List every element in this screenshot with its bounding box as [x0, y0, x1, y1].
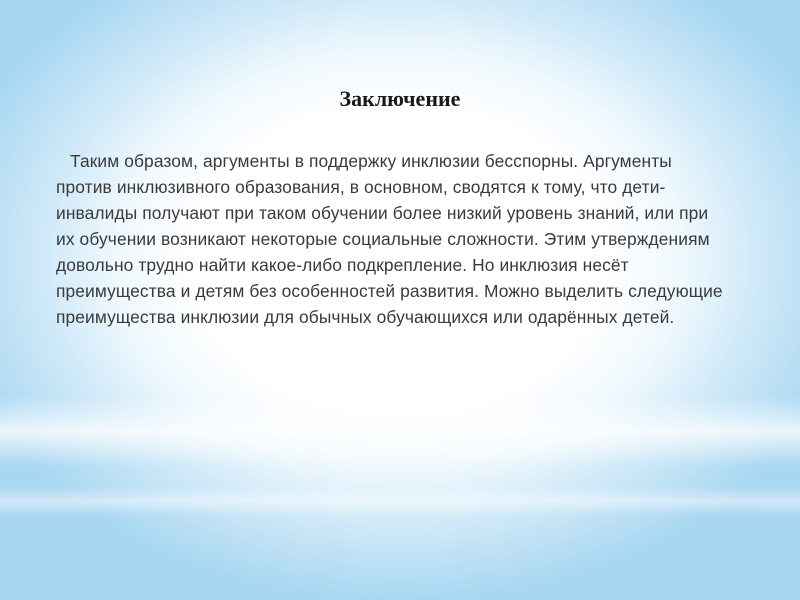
slide-title: Заключение [339, 86, 461, 111]
background-light-streak [0, 486, 800, 516]
slide-body-paragraph: Таким образом, аргументы в поддержку инклюзии бесспорны. Аргументы против инклюзивного образования, в основном, сводятся к тому, что дети-инвалиды получают при таком обучении более низкий уровень знаний, или при их обучении возникают некоторые социальные сложности. Этим утверждениям довольно трудно найти какое-либо подкрепление. Но инклюзия несёт преимущества и детям без особенностей развития. Можно выделить следующие преимущества инклюзии для обычных обучающихся или одарённых детей. [56, 151, 723, 327]
background-light-streak [0, 396, 800, 466]
